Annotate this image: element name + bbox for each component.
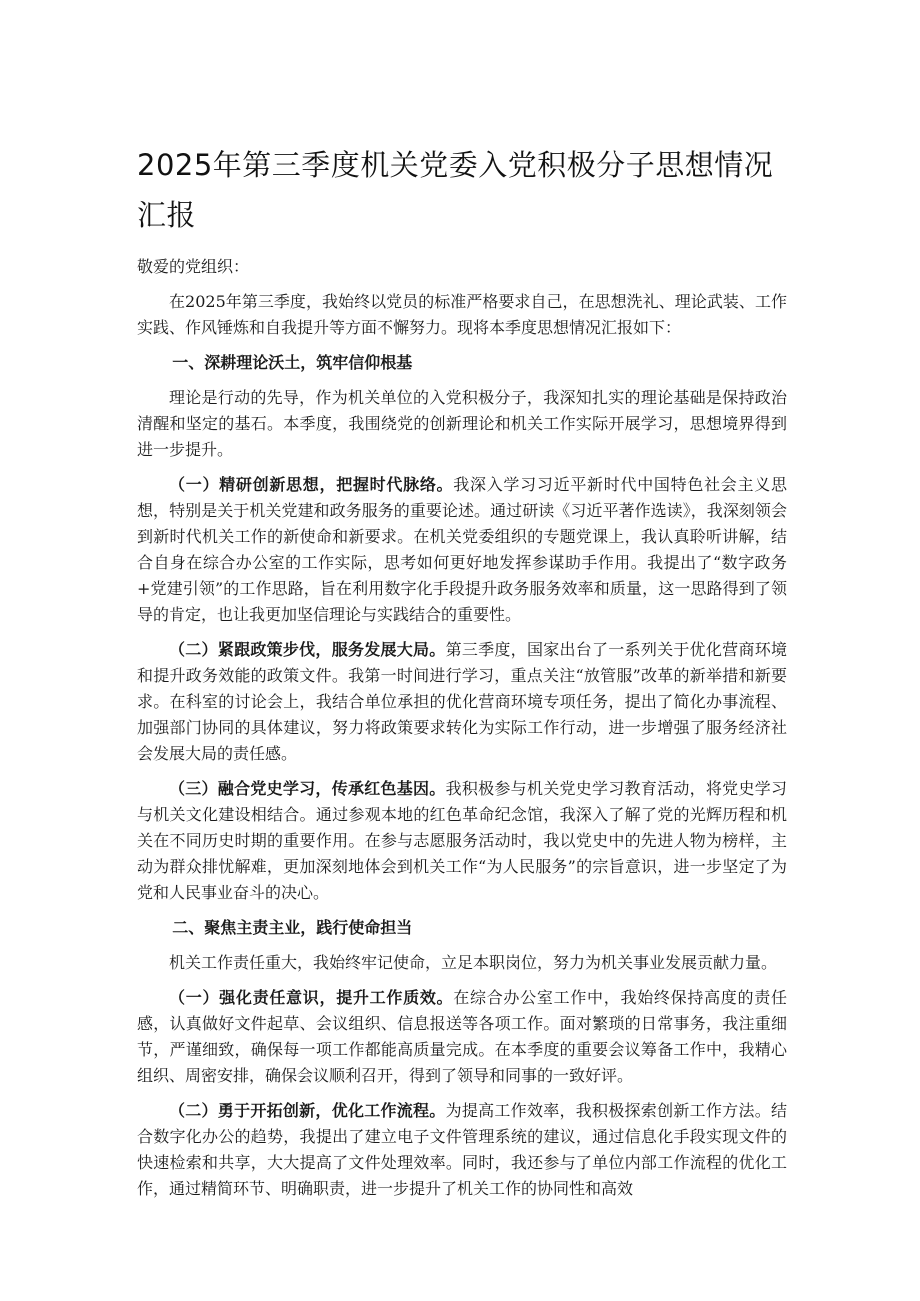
section-intro: 理论是行动的先导，作为机关单位的入党积极分子，我深知扎实的理论基础是保持政治清醒和坚定的基石。本季度，我围绕党的创新理论和机关工作实际开展学习，思想境界得到进一步提升。 <box>137 388 787 459</box>
subsection-lead: （一）精研创新思想，把握时代脉络。 <box>169 475 454 494</box>
subsection-text: 为提高工作效率，我积极探索创新工作方法。结合数字化办公的趋势，我提出了建立电子文件管理系统的建议，通过信息化手段实现文件的快速检索和共享，大大提高了文件处理效率。同时，我还参与了单位内部工作流程的优化工作，通过精简环节、明确职责，进一步提升了机关工作的协同性和高效 <box>137 1101 787 1198</box>
salutation: 敬爱的党组织： <box>137 257 250 276</box>
subsection-text: 在综合办公室工作中，我始终保持高度的责任感，认真做好文件起草、会议组织、信息报送等各项工作。面对繁琐的日常事务，我注重细节，严谨细致，确保每一项工作都能高质量完成。在本季度的重要会议筹备工作中，我精心组织、周密安排，确保会议顺利召开，得到了领导和同事的一致好评。 <box>137 988 787 1085</box>
subsection-text: 第三季度，国家出台了一系列关于优化营商环境和提升政务效能的政策文件。我第一时间进行学习，重点关注“放管服”改革的新举措和新要求。在科室的讨论会上，我结合单位承担的优化营商环境专项任务，提出了简化办事流程、加强部门协同的具体建议，努力将政策要求转化为实际工作行动，进一步增强了服务经济社会发展大局的责任感。 <box>137 640 787 763</box>
document-title: 2025年第三季度机关党委入党积极分子思想情况汇报 <box>137 148 774 232</box>
subsection-lead: （一）强化责任意识，提升工作质效。 <box>169 988 454 1007</box>
subsection-paragraph <box>137 472 787 628</box>
subsection-lead: （二）紧跟政策步伐，服务发展大局。 <box>169 640 446 659</box>
subsection-lead: （二）勇于开拓创新，优化工作流程。 <box>169 1101 446 1120</box>
subsection-lead: （三）融合党史学习，传承红色基因。 <box>169 779 446 798</box>
intro-paragraph: 在2025年第三季度，我始终以党员的标准严格要求自己，在思想洗礼、理论武装、工作实践、作风锤炼和自我提升等方面不懈努力。现将本季度思想情况汇报如下： <box>137 292 787 337</box>
subsection-text: 我积极参与机关党史学习教育活动，将党史学习与机关文化建设相结合。通过参观本地的红色革命纪念馆，我深入了解了党的光辉历程和机关在不同历史时期的重要作用。在参与志愿服务活动时，我以党史中的先进人物为榜样，主动为群众排忧解难，更加深刻地体会到机关工作“为人民服务”的宗旨意识，进一步坚定了为党和人民事业奋斗的决心。 <box>137 779 787 902</box>
section-heading: 二、聚焦主责主业，践行使命担当 <box>172 918 413 937</box>
document-page <box>137 140 787 1211</box>
section-intro: 机关工作责任重大，我始终牢记使命，立足本职岗位，努力为机关事业发展贡献力量。 <box>169 953 778 972</box>
subsection-paragraph <box>137 776 787 906</box>
subsection-text: 我深入学习习近平新时代中国特色社会主义思想，特别是关于机关党建和政务服务的重要论述。通过研读《习近平著作选读》，我深刻领会到新时代机关工作的新使命和新要求。在机关党委组织的专题党课上，我认真聆听讲解，结合自身在综合办公室的工作实际，思考如何更好地发挥参谋助手作用。我提出了“数字政务+党建引领”的工作思路，旨在利用数字化手段提升政务服务效率和质量，这一思路得到了领导的肯定，也让我更加坚信理论与实践结合的重要性。 <box>137 475 787 624</box>
subsection-paragraph <box>137 985 787 1089</box>
subsection-paragraph <box>137 637 787 767</box>
subsection-paragraph <box>137 1098 787 1202</box>
section-heading: 一、深耕理论沃土，筑牢信仰根基 <box>172 353 413 372</box>
